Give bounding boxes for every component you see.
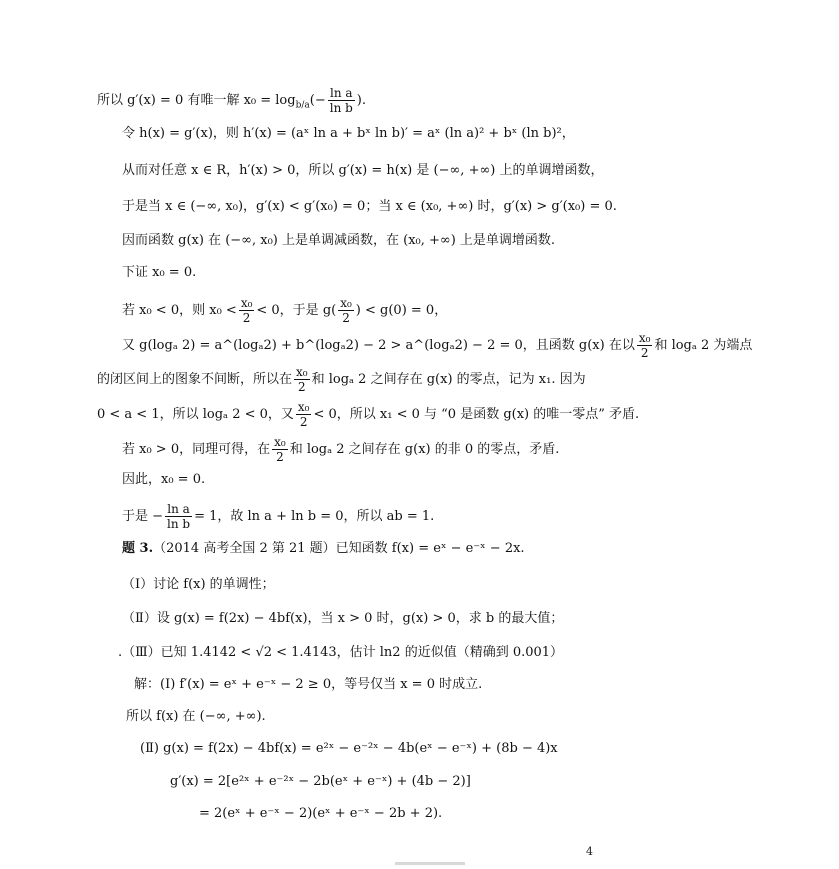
- solution-line-7: 若 x₀ < 0，则 x₀ < $\frac{\text{x₀}}{2}$ < 0，于是 g( $\frac{\text{x₀}}{2}$ ) < g(0) = 0，: [122, 296, 448, 325]
- problem-part-3: .（Ⅲ）已知 1.4142 < √2 < 1.4143，估计 ln2 的近似值（精确到 0.001）: [118, 645, 564, 660]
- solution-line-6: 下证 x₀ = 0.: [122, 265, 197, 280]
- answer-line-3: (Ⅱ) g(x) = f(2x) − 4bf(x) = e²ˣ − e⁻²ˣ − 4b(eˣ − e⁻ˣ) + (8b − 4)x: [140, 741, 558, 756]
- answer-line-4: g′(x) = 2[e²ˣ + e⁻²ˣ − 2b(eˣ + e⁻ˣ) + (4b − 2)]: [170, 774, 471, 789]
- scan-artifact: [395, 862, 465, 865]
- solution-line-3: 从而对任意 x ∈ R，h′(x) > 0，所以 g′(x) = h(x) 是 (−∞, +∞) 上的单调增函数，: [122, 163, 604, 178]
- problem-part-1: （Ⅰ）讨论 f(x) 的单调性；: [122, 577, 275, 592]
- solution-line-11: 若 x₀ > 0，同理可得，在 $\frac{\text{x₀}}{2}$ 和 logₐ 2 之间存在 g(x) 的非 0 的零点，矛盾.: [122, 435, 560, 464]
- solution-line-2: 令 h(x) = g′(x)，则 h′(x) = (aˣ ln a + bˣ ln b)′ = aˣ (ln a)² + bˣ (ln b)²，: [122, 126, 575, 141]
- solution-line-9: 的闭区间上的图象不间断，所以在 $\frac{\text{x₀}}{2}$ 和 logₐ 2 之间存在 g(x) 的零点，记为 x₁. 因为: [97, 365, 586, 394]
- answer-line-5: = 2(eˣ + e⁻ˣ − 2)(eˣ + e⁻ˣ − 2b + 2).: [199, 806, 443, 821]
- solution-line-13: 于是 − $\frac{\text{ln a}}{\text{ln b}}$ = 1，故 ln a + ln b = 0，所以 ab = 1.: [122, 502, 435, 531]
- solution-line-10: 0 < a < 1，所以 logₐ 2 < 0，又 $\frac{\text{x₀}}{2}$ < 0，所以 x₁ < 0 与 “0 是函数 g(x) 的唯一零点” 矛盾.: [97, 400, 640, 429]
- problem-3-heading: 题 3.（2014 高考全国 2 第 21 题）已知函数 f(x) = eˣ − e⁻ˣ − 2x.: [122, 541, 525, 556]
- problem-label: 题 3.: [122, 541, 154, 556]
- fraction: $\frac{\text{x₀}}{2}$: [274, 435, 286, 464]
- fraction: $\frac{\text{ln a}}{\text{ln b}}$: [167, 502, 191, 531]
- fraction: $\frac{\text{x₀}}{2}$: [240, 296, 253, 325]
- solution-line-4: 于是当 x ∈ (−∞, x₀)，g′(x) < g′(x₀) = 0；当 x ∈ (x₀, +∞) 时，g′(x) > g′(x₀) = 0.: [122, 199, 617, 214]
- fraction: $\frac{\text{x₀}}{2}$: [340, 296, 352, 325]
- fraction: $\frac{\text{x₀}}{2}$: [638, 331, 651, 360]
- answer-line-2: 所以 f(x) 在 (−∞, +∞).: [126, 709, 266, 724]
- answer-line-1: 解：(Ⅰ) f′(x) = eˣ + e⁻ˣ − 2 ≥ 0，等号仅当 x = 0 时成立.: [134, 677, 483, 692]
- fraction: $\frac{\text{x₀}}{2}$: [297, 400, 310, 429]
- solution-line-1: 所以 g′(x) = 0 有唯一解 $x_0 = \log_{b/a}(-$ $\frac{\text{ln a}}{\text{ln b}}$ ).: [97, 86, 367, 115]
- solution-line-12: 因此，x₀ = 0.: [122, 472, 206, 487]
- fraction: $\frac{\text{x₀}}{2}$: [296, 365, 308, 394]
- problem-part-2: （Ⅱ）设 g(x) = f(2x) − 4bf(x)，当 x > 0 时，g(x) > 0，求 b 的最大值；: [122, 611, 564, 626]
- solution-line-5: 因而函数 g(x) 在 (−∞, x₀) 上是单调减函数，在 (x₀, +∞) 上是单调增函数.: [122, 233, 556, 248]
- page-number: 4: [586, 845, 593, 858]
- fraction: $\frac{\text{ln a}}{\text{ln b}}$: [329, 86, 353, 115]
- solution-line-8: 又 g(logₐ 2) = a^(logₐ2) + b^(logₐ2) − 2 > a^(logₐ2) − 2 = 0，且函数 g(x) 在以 $\frac{\text{x₀}}{2}$ 和 logₐ 2 为端点: [122, 331, 753, 360]
